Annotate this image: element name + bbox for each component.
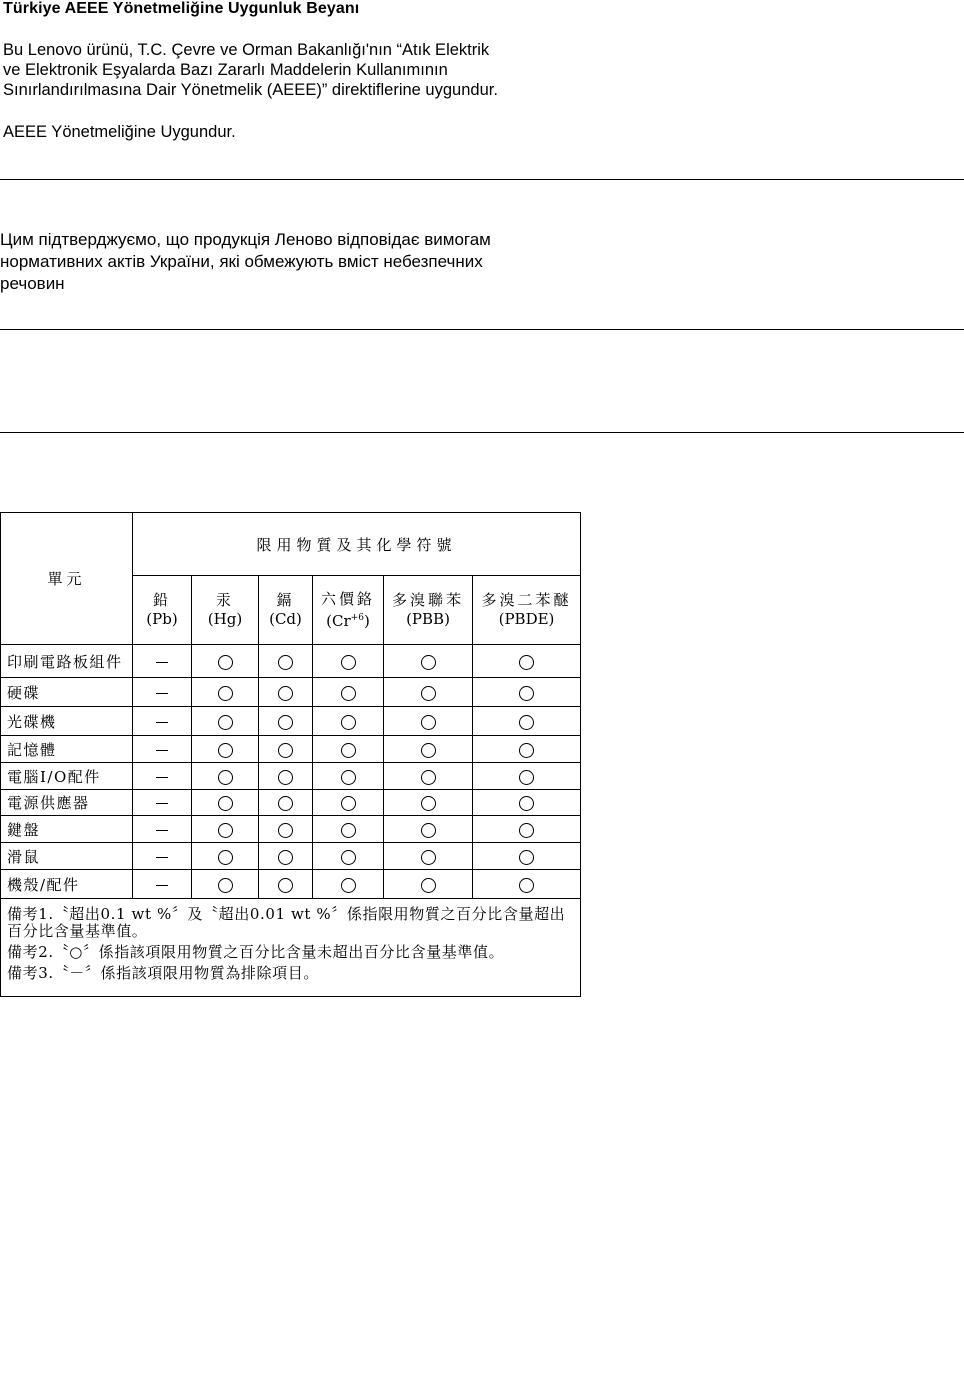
- substance-mark-cell: [192, 870, 259, 899]
- circle-mark-icon: [278, 823, 293, 838]
- substance-mark-cell: [384, 790, 473, 816]
- circle-mark-icon: [519, 770, 534, 785]
- dash-mark-icon: [156, 750, 168, 751]
- dash-mark-icon: [156, 777, 168, 778]
- table-row: [1, 816, 581, 843]
- circle-mark-icon: [421, 655, 436, 670]
- substance-symbol: (Pb): [146, 610, 178, 628]
- substance-mark-cell: [133, 736, 192, 763]
- substance-mark-cell: [259, 816, 313, 843]
- circle-mark-icon: [218, 796, 233, 811]
- substance-symbol: (Hg): [207, 610, 243, 628]
- table-row: [1, 763, 581, 790]
- circle-mark-icon: [519, 686, 534, 701]
- substance-mark-cell: [192, 843, 259, 870]
- substance-mark-cell: [133, 645, 192, 678]
- substance-symbol-close: ): [363, 611, 370, 630]
- substance-mark-cell: [192, 790, 259, 816]
- substance-mark-cell: [313, 816, 384, 843]
- component-name: 機殼/配件: [1, 870, 133, 899]
- ukraine-body-line: нормативних актів України, які обмежують вміст небезпечних: [0, 252, 483, 271]
- circle-mark-icon: [218, 850, 233, 865]
- substance-mark-cell: [313, 790, 384, 816]
- circle-mark-icon: [519, 823, 534, 838]
- circle-mark-icon: [519, 743, 534, 758]
- substance-mark-cell: [473, 645, 581, 678]
- circle-mark-icon: [421, 878, 436, 893]
- turkey-body-line: Bu Lenovo ürünü, T.C. Çevre ve Orman Bakanlığı'nın “Atık Elektrik: [3, 41, 490, 59]
- circle-mark-icon: [341, 878, 356, 893]
- ukraine-body-line: речовин: [0, 274, 65, 293]
- circle-mark-icon: [278, 686, 293, 701]
- substance-mark-cell: [313, 763, 384, 790]
- circle-mark-icon: [421, 823, 436, 838]
- substance-mark-cell: [384, 678, 473, 707]
- substance-mark-cell: [259, 763, 313, 790]
- substance-mark-cell: [473, 736, 581, 763]
- substance-mark-cell: [133, 816, 192, 843]
- substance-mark-cell: [192, 736, 259, 763]
- substance-column-header: [133, 576, 192, 645]
- circle-mark-icon: [278, 655, 293, 670]
- substance-mark-cell: [192, 707, 259, 736]
- substance-mark-cell: [384, 870, 473, 899]
- component-name: 鍵盤: [1, 816, 133, 843]
- table-notes: [1, 899, 581, 997]
- table-row: [1, 678, 581, 707]
- section-divider: [0, 329, 964, 330]
- substance-mark-cell: [259, 678, 313, 707]
- dash-mark-icon: [156, 662, 168, 663]
- circle-mark-icon: [341, 715, 356, 730]
- substance-name: 多溴聯苯: [391, 591, 464, 609]
- circle-mark-icon: [218, 878, 233, 893]
- substance-name: 鎘: [276, 591, 295, 609]
- component-name: 硬碟: [1, 678, 133, 707]
- note-1: 備考1.〝超出0.1 wt %〞及〝超出0.01 wt %〞係指限用物質之百分比含量超出百分比含量基準值。: [7, 905, 566, 940]
- circle-mark-icon: [341, 823, 356, 838]
- circle-mark-icon: [341, 850, 356, 865]
- restricted-substances-table: [0, 512, 581, 997]
- turkey-body-line: ve Elektronik Eşyalarda Bazı Zararlı Maddelerin Kullanımının: [3, 61, 448, 79]
- substance-mark-cell: [473, 707, 581, 736]
- circle-mark-icon: [278, 850, 293, 865]
- dash-mark-icon: [156, 693, 168, 694]
- circle-mark-icon: [278, 743, 293, 758]
- circle-mark-icon: [519, 850, 534, 865]
- circle-mark-icon: [341, 743, 356, 758]
- substance-symbol: (PBDE): [498, 610, 555, 628]
- table-body: [1, 645, 581, 899]
- table-row: [1, 736, 581, 763]
- circle-mark-icon: [519, 655, 534, 670]
- note-2: 備考2.〝○〞係指該項限用物質之百分比含量未超出百分比含量基準值。: [7, 943, 505, 961]
- substance-mark-cell: [473, 816, 581, 843]
- circle-mark-icon: [421, 796, 436, 811]
- circle-mark-icon: [218, 743, 233, 758]
- circle-mark-icon: [519, 878, 534, 893]
- table-row: [1, 645, 581, 678]
- substance-column-header: [259, 576, 313, 645]
- substance-mark-cell: [192, 678, 259, 707]
- turkey-body-line: Sınırlandırılmasına Dair Yönetmelik (AEEE)” direktiflerine uygundur.: [3, 81, 498, 99]
- substance-mark-cell: [313, 707, 384, 736]
- circle-mark-icon: [341, 796, 356, 811]
- ukraine-declaration-body: [0, 229, 491, 295]
- substance-mark-cell: [313, 645, 384, 678]
- substance-name: 汞: [215, 591, 234, 609]
- substance-mark-cell: [473, 678, 581, 707]
- dash-mark-icon: [156, 803, 168, 804]
- substance-mark-cell: [384, 645, 473, 678]
- component-name: 光碟機: [1, 707, 133, 736]
- unit-header: 單元: [1, 513, 133, 645]
- circle-mark-icon: [421, 686, 436, 701]
- substance-mark-cell: [133, 790, 192, 816]
- table-row: [1, 870, 581, 899]
- restricted-substances-header: 限用物質及其化學符號: [133, 513, 581, 576]
- component-name: 電源供應器: [1, 790, 133, 816]
- circle-mark-icon: [341, 686, 356, 701]
- dash-mark-icon: [156, 722, 168, 723]
- circle-mark-icon: [218, 655, 233, 670]
- dash-mark-icon: [156, 857, 168, 858]
- substance-mark-cell: [384, 843, 473, 870]
- substance-mark-cell: [313, 843, 384, 870]
- circle-mark-icon: [421, 770, 436, 785]
- component-name: 電腦I/O配件: [1, 763, 133, 790]
- substance-mark-cell: [259, 790, 313, 816]
- substance-column-header: [473, 576, 581, 645]
- substance-column-header: [384, 576, 473, 645]
- circle-mark-icon: [278, 796, 293, 811]
- substance-mark-cell: [259, 707, 313, 736]
- substance-symbol: (Cr: [326, 611, 351, 630]
- circle-mark-icon: [341, 770, 356, 785]
- turkey-declaration-body: [3, 40, 498, 100]
- circle-mark-icon: [421, 715, 436, 730]
- substance-mark-cell: [133, 707, 192, 736]
- ukraine-body-line: Цим підтверджуємо, що продукція Леново відповідає вимогам: [0, 230, 491, 249]
- substance-mark-cell: [384, 736, 473, 763]
- substance-mark-cell: [192, 645, 259, 678]
- table-row: [1, 843, 581, 870]
- substance-mark-cell: [313, 870, 384, 899]
- substance-mark-cell: [259, 870, 313, 899]
- substance-mark-cell: [313, 736, 384, 763]
- section-divider: [0, 432, 964, 433]
- component-name: 印刷電路板組件: [1, 645, 133, 678]
- circle-mark-icon: [218, 686, 233, 701]
- circle-mark-icon: [421, 850, 436, 865]
- circle-mark-icon: [519, 715, 534, 730]
- substance-mark-cell: [384, 763, 473, 790]
- circle-mark-icon: [278, 878, 293, 893]
- circle-mark-icon: [218, 770, 233, 785]
- circle-mark-icon: [218, 715, 233, 730]
- substance-name: 鉛: [152, 591, 171, 609]
- substance-mark-cell: [133, 678, 192, 707]
- substance-mark-cell: [384, 707, 473, 736]
- substance-column-header: [313, 576, 384, 645]
- substance-mark-cell: [259, 645, 313, 678]
- substance-mark-cell: [473, 843, 581, 870]
- substance-name: 六價鉻: [320, 589, 375, 608]
- component-name: 記憶體: [1, 736, 133, 763]
- substance-mark-cell: [133, 763, 192, 790]
- substance-mark-cell: [384, 816, 473, 843]
- circle-mark-icon: [519, 796, 534, 811]
- substance-mark-cell: [259, 843, 313, 870]
- circle-mark-icon: [341, 655, 356, 670]
- circle-mark-icon: [421, 743, 436, 758]
- substance-mark-cell: [133, 843, 192, 870]
- table-row: [1, 790, 581, 816]
- substance-name: 多溴二苯醚: [481, 591, 572, 609]
- substance-mark-cell: [259, 736, 313, 763]
- substance-mark-cell: [192, 763, 259, 790]
- substance-mark-cell: [133, 870, 192, 899]
- table-row: [1, 707, 581, 736]
- substance-mark-cell: [192, 816, 259, 843]
- substance-column-header: [192, 576, 259, 645]
- substance-symbol: (PBB): [406, 610, 450, 628]
- note-3: 備考3.〝－〞係指該項限用物質為排除項目。: [7, 964, 319, 982]
- substance-symbol-superscript: +6: [350, 612, 364, 623]
- substance-symbol: (Cd): [269, 610, 302, 628]
- component-name: 滑鼠: [1, 843, 133, 870]
- turkey-conformity-statement: AEEE Yönetmeliğine Uygundur.: [3, 123, 236, 141]
- circle-mark-icon: [278, 770, 293, 785]
- substance-mark-cell: [473, 790, 581, 816]
- dash-mark-icon: [156, 830, 168, 831]
- substance-mark-cell: [473, 763, 581, 790]
- turkey-declaration-title: Türkiye AEEE Yönetmeliğine Uygunluk Beyanı: [3, 0, 360, 17]
- substance-mark-cell: [473, 870, 581, 899]
- substance-mark-cell: [313, 678, 384, 707]
- circle-mark-icon: [278, 715, 293, 730]
- circle-mark-icon: [218, 823, 233, 838]
- section-divider: [0, 179, 964, 180]
- dash-mark-icon: [156, 885, 168, 886]
